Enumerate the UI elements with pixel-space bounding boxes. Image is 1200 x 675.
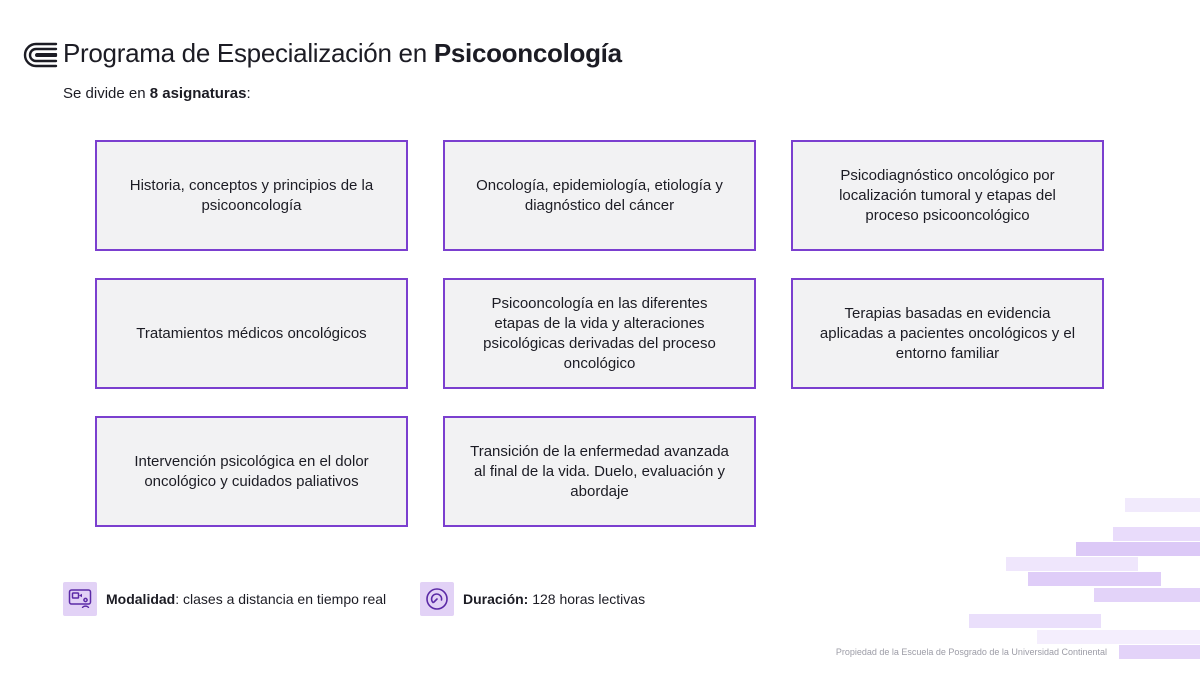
university-logo-icon [22, 41, 58, 69]
modality-value: clases a distancia en tiempo real [183, 591, 387, 607]
modality-text [106, 591, 386, 607]
title-prefix: Programa de Especialización en [63, 38, 434, 68]
course-card: Transición de la enfermedad avanzada al final de la vida. Duelo, evaluación y abordaje [443, 416, 756, 527]
course-card: Historia, conceptos y principios de la psicooncología [95, 140, 408, 251]
modality-separator: : [175, 591, 184, 607]
duration-value: 128 horas lectivas [528, 591, 646, 607]
page-title [63, 38, 622, 69]
course-card: Psicodiagnóstico oncológico por localización tumoral y etapas del proceso psicooncológico [791, 140, 1104, 251]
course-card: Intervención psicológica en el dolor oncológico y cuidados paliativos [95, 416, 408, 527]
course-card: Terapias basadas en evidencia aplicadas a pacientes oncológicos y el entorno familiar [791, 278, 1104, 389]
subtitle-prefix: Se divide en [63, 85, 150, 102]
duration-text [463, 591, 645, 607]
modality-label: Modalidad [106, 591, 176, 607]
subtitle-emphasis: 8 asignaturas [149, 85, 247, 102]
course-card: Tratamientos médicos oncológicos [95, 278, 408, 389]
subtitle [63, 85, 251, 102]
course-card: Oncología, epidemiología, etiología y diagnóstico del cáncer [443, 140, 756, 251]
footer-copyright: Propiedad de la Escuela de Posgrado de la Universidad Continental [835, 647, 1107, 657]
duration-label: Duración: [463, 591, 529, 607]
course-card: Psicooncología en las diferentes etapas de la vida y alteraciones psicológicas derivadas del proceso oncológico [443, 278, 756, 389]
course-grid [95, 140, 1104, 527]
modality-info [63, 581, 386, 617]
title-emphasis: Psicooncología [433, 38, 622, 68]
video-class-icon [63, 582, 97, 616]
duration-info [420, 581, 645, 617]
subtitle-suffix: : [246, 85, 251, 102]
clock-icon [420, 582, 454, 616]
